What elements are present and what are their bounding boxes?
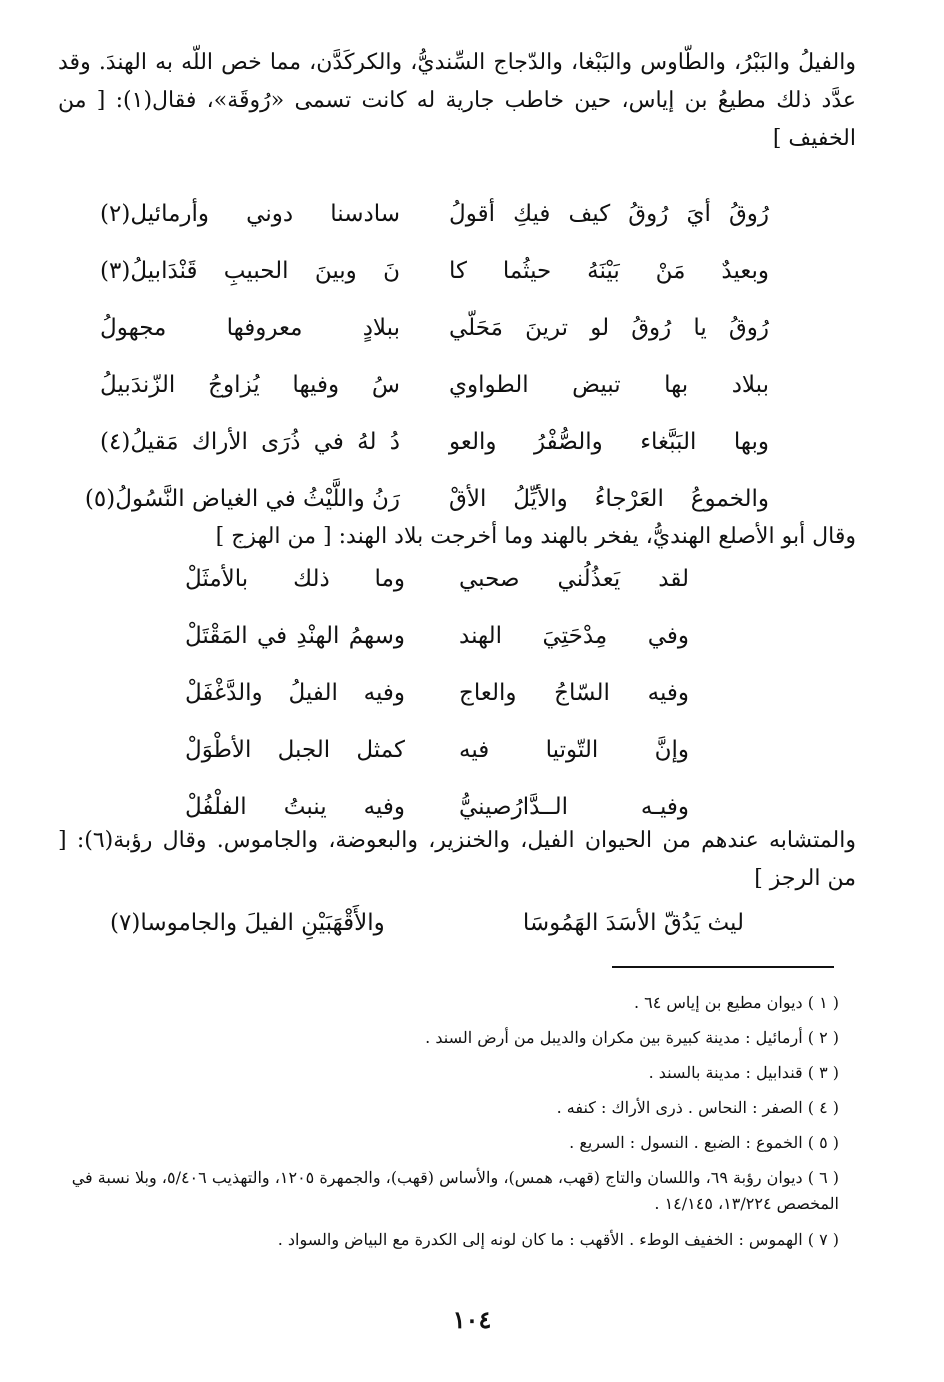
hemistich-left: سادسنا دوني وأرمائيل(٢)	[100, 200, 400, 227]
footnotes	[70, 985, 839, 1257]
poem-hazaj	[185, 550, 689, 835]
footnote: ( ٦ ) ديوان رؤبة ٦٩، واللسان والتاج (قهب، همس)، والأساس (قهب)، والجمهرة ١٢٠٥، والتهذيب ٥/٤٠٦، وبلا نسبة في المخصص ١٣/٢٢٤، ١٤/١٤٥ .	[71, 1168, 839, 1213]
verse-2	[100, 242, 769, 299]
verse-4	[100, 356, 769, 413]
hemistich-left: كمثل الجبل الأطْوَلْ	[185, 736, 405, 763]
verse-3	[185, 664, 689, 721]
verse-5	[100, 413, 769, 470]
footnote: ( ٤ ) الصفر : النحاس . ذرى الأراك : كنفه .	[556, 1098, 839, 1117]
hemistich-right: رُوقُ يا رُوقُ لو ترينَ مَحَلّي	[449, 314, 769, 341]
verse-rajaz	[110, 910, 744, 936]
hemistich-left: وفيه الفيلُ والدَّغْفَلْ	[185, 679, 405, 706]
intro-paragraph: والفيلُ والبَبْرُ، والطّاوس والبَبْغا، والدّجاج السِّنديُّ، والكركَدَّن، مما خص اللّه به الهندَ. وقد عدَّد ذلك مطيعُ بن إياس، حين خاطب جارية له كانت تسمى «رُوقَة»، فقال(١): [ من الخفيف ]	[58, 50, 856, 151]
hemistich-right: لقد يَعذُلُني صحبي	[459, 565, 689, 592]
rajaz-intro: والمتشابه عندهم من الحيوان الفيل، والخنزير، والبعوضة، والجاموس. وقال رؤبة(٦): [ من الرجز ]	[58, 828, 856, 891]
hemistich-right: وإنَّ التّوتيا فيه	[459, 736, 689, 763]
hemistich-left: دُ لهُ في ذُرَى الأراك مَقيلُ(٤)	[100, 428, 400, 455]
footnote: ( ٥ ) الخموع : الضبع . النسول : السريع .	[569, 1133, 839, 1152]
hemistich-left: رَنُ واللَّيْثُ في الغياض النَّسُولُ(٥)	[84, 485, 400, 512]
footnote-separator	[612, 966, 834, 968]
verse-3	[100, 299, 769, 356]
verse-1	[100, 185, 769, 242]
hemistich-left: وسهمُ الهنْدِ في المَقْتَلْ	[185, 622, 405, 649]
verse-1	[185, 550, 689, 607]
hemistich-right: وفي مِدْحَتِيَ الهند	[459, 622, 689, 649]
hemistich-left: والأَقْهَبَيْنِ الفيلَ والجاموسا(٧)	[110, 910, 385, 936]
hazaj-intro: وقال أبو الأصلع الهنديُّ، يفخر بالهند وما أخرجت بلاد الهند: [ من الهزج ]	[215, 524, 856, 549]
hemistich-right: وبعيدٌ مَنْ بَيْنَهُ حيثُما كا	[449, 257, 769, 284]
footnote: ( ٧ ) الهموس : الخفيف الوطء . الأقهب : ما كان لونه إلى الكدرة مع البياض والسواد .	[277, 1230, 839, 1249]
hemistich-left: وما ذلك بالأمثَلْ	[185, 565, 405, 592]
verse-4	[185, 721, 689, 778]
footnote: ( ٣ ) قندابيل : مدينة بالسند .	[648, 1063, 839, 1082]
hemistich-right: ليث يَدُقّ الأسَدَ الهَمُوسَا	[522, 910, 744, 936]
page-number: ١٠٤	[452, 1305, 492, 1334]
poem-khafif	[84, 185, 769, 527]
hemistich-right: ببلاد بها تبيض الطواوي	[449, 371, 769, 398]
hemistich-right: وفيـه الــدَّارُصينيُّ	[459, 793, 689, 820]
hemistich-right: وفيه السّاجُ والعاج	[459, 679, 689, 706]
hemistich-left: ببلادٍ معروفها مجهولُ	[100, 314, 400, 341]
hemistich-left: سُ وفيها يُزاوجُ الزّندَبيلُ	[100, 371, 400, 398]
footnote: ( ١ ) ديوان مطيع بن إياس ٦٤ .	[633, 993, 839, 1012]
footnote: ( ٢ ) أرمائيل : مدينة كبيرة بين مكران والديبل من أرض السند .	[425, 1028, 839, 1047]
hemistich-left: نَ وبينَ الحبيبِ قَنْدَابيلُ(٣)	[100, 257, 400, 284]
hemistich-right: وبها البَبَّغاء والصُّفْرُ والعو	[449, 428, 769, 455]
hemistich-right: رُوقُ أيَ رُوقُ كيف فيكِ أقولُ	[449, 200, 769, 227]
verse-2	[185, 607, 689, 664]
hemistich-right: والخموعُ العَرْجاءُ والأيِّلُ الأقْ	[449, 485, 769, 512]
hemistich-left: وفيه ينبتُ الفلْفُلْ	[185, 793, 405, 820]
